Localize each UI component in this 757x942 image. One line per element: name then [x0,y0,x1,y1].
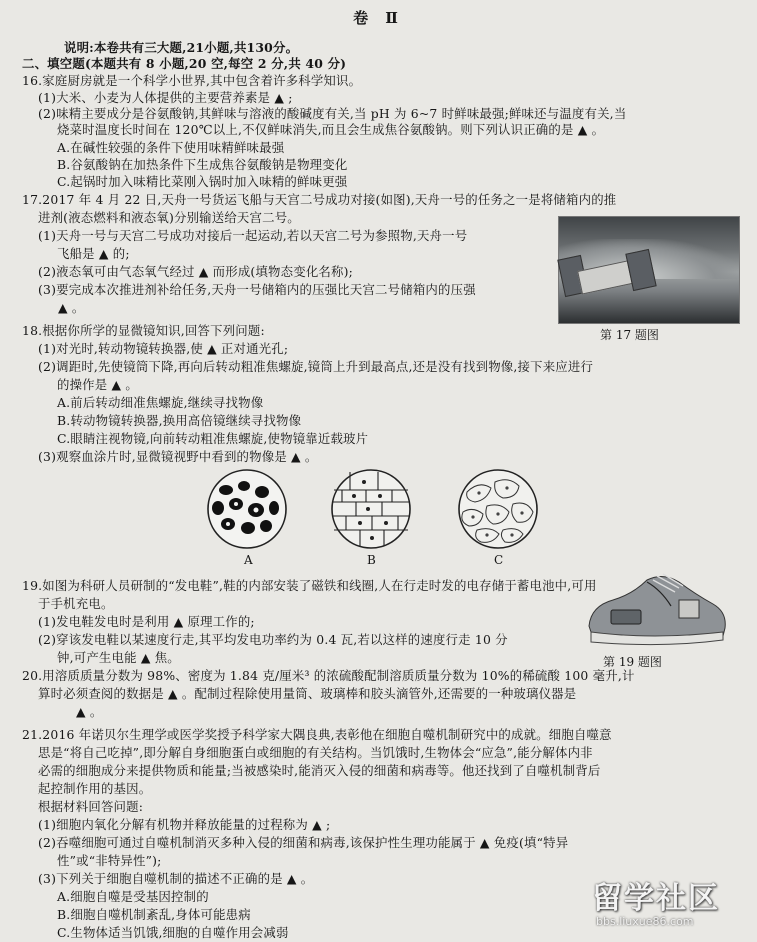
section-header: 卷 Ⅱ [353,9,404,27]
q16-2-cont: 烧菜时温度长时间在 120℃以上,不仅鲜味消失,而且会生成焦谷氨酸钠。则下列认识正确的是 ▲ 。 [57,122,605,137]
q21-material-prompt: 根据材料回答问题: [38,799,144,814]
q20-stem-cont2: ▲ 。 [76,704,103,719]
q21-1: (1)细胞内氧化分解有机物并释放能量的过程称为 ▲ ; [38,817,331,832]
q16-option-a: A.在碱性较强的条件下使用味精鲜味最强 [57,140,285,155]
q21-stem-4: 起控制作用的基因。 [38,781,152,796]
q17-3-cont: ▲ 。 [58,300,85,315]
q21-option-c: C.生物体适当饥饿,细胞的自噬作用会减弱 [57,925,289,940]
q16-stem: 16.家庭厨房就是一个科学小世界,其中包含着许多科学知识。 [22,73,362,88]
q16-2: (2)味精主要成分是谷氨酸钠,其鲜味与溶液的酸碱度有关,当 pH 为 6~7 时鲜味最强;鲜味还与温度有关,当 [38,106,627,121]
instructions: 说明:本卷共有三大题,21小题,共130分。 [64,40,299,55]
fig18-label-b: B [367,553,376,567]
q20-stem: 20.用溶质质量分数为 98%、密度为 1.84 克/厘米³ 的浓硫酸配制溶质质量分数为 10%的稀硫酸 100 毫升,计 [22,668,635,683]
fig18-label-a: A [244,553,253,567]
power-shoe-photo [583,566,731,650]
q21-stem-2: 思是“将自己吃掉”,即分解自身细胞蛋白或细胞的有关结构。当饥饿时,生物体会“应急”,能分解体内非 [38,745,593,760]
q17-stem: 17.2017 年 4 月 22 日,天舟一号货运飞船与天宫二号成功对接(如图),天舟一号的任务之一是将储箱内的推 [22,192,617,207]
q19-stem-cont: 于手机充电。 [38,596,114,611]
q21-3: (3)下列关于细胞自噬机制的描述不正确的是 ▲ 。 [38,871,314,886]
q19-2: (2)穿该发电鞋以某速度行走,其平均发电功率约为 0.4 瓦,若以这样的速度行走 10 分 [38,632,508,647]
q21-2: (2)吞噬细胞可通过自噬机制消灭多种入侵的细菌和病毒,该保护性生理功能属于 ▲ 免疫(填“特异 [38,835,569,850]
q19-stem: 19.如图为科研人员研制的“发电鞋”,鞋的内部安装了磁铁和线圈,人在行走时发的电存储于蓄电池中,可用 [22,578,597,593]
q17-1: (1)天舟一号与天宫二号成功对接后一起运动,若以天宫二号为参照物,天舟一号 [38,228,468,243]
q21-2-cont: 性”或“非特异性”); [57,853,162,868]
space-station-photo [558,216,740,324]
watermark-url: bbs.liuxue86.com [596,915,694,928]
section-title: 二、填空题(本题共有 8 小题,20 空,每空 2 分,共 40 分) [22,56,347,71]
watermark-logo [592,873,746,933]
q21-stem: 21.2016 年诺贝尔生理学或医学奖授予科学家大隅良典,表彰他在细胞自噬机制研究中的成就。细胞自噬意 [22,727,612,742]
q18-option-c: C.眼睛注视物镜,向前转动粗准焦螺旋,使物镜靠近载玻片 [57,431,369,446]
watermark-text: 留学社区 [592,881,720,916]
q16-option-c: C.起锅时加入味精比菜刚入锅时加入味精的鲜味更强 [57,174,348,189]
q21-stem-3: 必需的细胞成分来提供物质和能量;当被感染时,能消灭入侵的细菌和病毒等。他还找到了自噬机制背后 [38,763,601,778]
q20-stem-cont: 算时必须查阅的数据是 ▲ 。配制过程除使用量筒、玻璃棒和胶头滴管外,还需要的一种玻璃仪器是 [38,686,577,701]
q18-option-b: B.转动物镜转换器,换用高倍镜继续寻找物像 [57,413,302,428]
q18-3: (3)观察血涂片时,显微镜视野中看到的物像是 ▲ 。 [38,449,318,464]
q17-3: (3)要完成本次推进剂补给任务,天舟一号储箱内的压强比天宫二号储箱内的压强 [38,282,476,297]
q16-1: (1)大米、小麦为人体提供的主要营养素是 ▲ ; [38,90,293,105]
q18-1: (1)对光时,转动物镜转换器,使 ▲ 正对通光孔; [38,341,289,356]
q17-stem-cont: 进剂(液态燃料和液态氧)分别输送给天宫二号。 [38,210,300,225]
q16-option-b: B.谷氨酸钠在加热条件下生成焦谷氨酸钠是物理变化 [57,157,348,172]
q21-option-a: A.细胞自噬是受基因控制的 [57,889,209,904]
q21-option-b: B.细胞自噬机制紊乱,身体可能患病 [57,907,251,922]
fig17-caption: 第 17 题图 [600,328,659,342]
microscope-view-a [196,468,298,550]
q18-2: (2)调距时,先使镜筒下降,再向后转动粗准焦螺旋,镜筒上升到最高点,还是没有找到物像,接下来应进行 [38,359,594,374]
q17-1-cont: 飞船是 ▲ 的; [57,246,130,261]
q18-stem: 18.根据你所学的显微镜知识,回答下列问题: [22,323,265,338]
q18-2-cont: 的操作是 ▲ 。 [57,377,138,392]
fig18-label-c: C [494,553,504,567]
q17-2: (2)液态氧可由气态氧气经过 ▲ 而形成(填物态变化名称); [38,264,354,279]
microscope-view-b [320,468,422,550]
microscope-view-c [447,468,549,550]
q18-option-a: A.前后转动细准焦螺旋,继续寻找物像 [57,395,264,410]
q19-1: (1)发电鞋发电时是利用 ▲ 原理工作的; [38,614,255,629]
fig19-caption: 第 19 题图 [603,655,662,669]
q19-2-cont: 钟,可产生电能 ▲ 焦。 [57,650,180,665]
